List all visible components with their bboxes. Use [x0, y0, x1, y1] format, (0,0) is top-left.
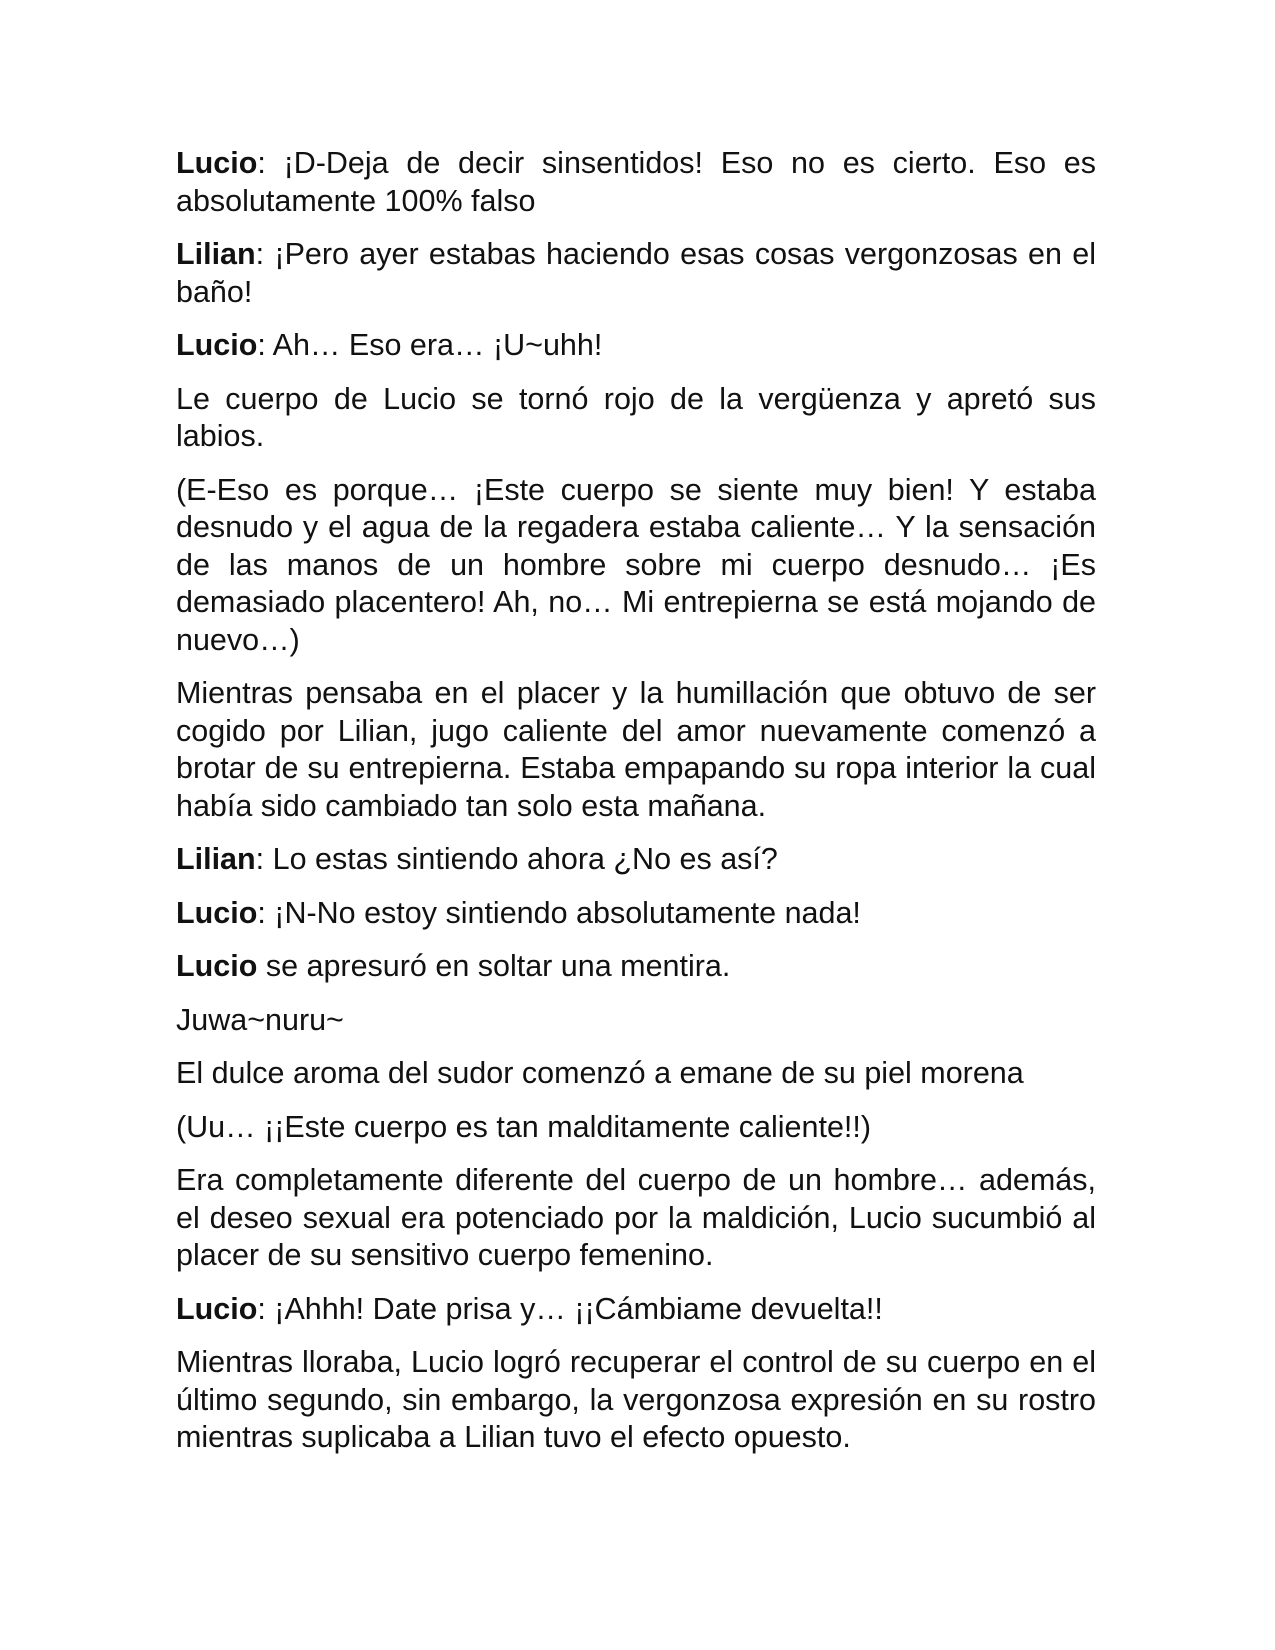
paragraph-text: Mientras lloraba, Lucio logró recuperar el control de su cuerpo en el último segundo, sin embargo, la vergonzosa expresión en su rostro mientras suplicaba a Lilian tuvo el efecto opuesto. — [176, 1345, 1096, 1454]
paragraph-10 — [176, 1002, 1096, 1040]
paragraph-text: (Uu… ¡¡Este cuerpo es tan malditamente caliente!!) — [176, 1109, 872, 1144]
paragraph-3 — [176, 327, 1096, 365]
speaker-name: Lilian — [176, 842, 256, 876]
document-page — [176, 145, 1096, 1473]
speaker-name: Lucio — [176, 949, 258, 983]
paragraph-8 — [176, 895, 1096, 933]
paragraph-5 — [176, 472, 1096, 660]
paragraph-text: : Ah… Eso era… ¡U~uhh! — [257, 328, 603, 362]
paragraph-2 — [176, 236, 1096, 311]
paragraph-4 — [176, 381, 1096, 456]
paragraph-11 — [176, 1055, 1096, 1093]
paragraph-text: Le cuerpo de Lucio se tornó rojo de la vergüenza y apretó sus labios. — [176, 381, 1096, 453]
paragraph-text: Era completamente diferente del cuerpo de un hombre… además, el deseo sexual era potenciado por la maldición, Lucio sucumbió al placer de su sensitivo cuerpo femenino. — [176, 1163, 1096, 1272]
paragraph-text: : ¡D-Deja de decir sinsentidos! Eso no es cierto. Eso es absolutamente 100% falso — [176, 146, 1096, 218]
paragraph-text: : ¡Ahhh! Date prisa y… ¡¡Cámbiame devuelta!! — [257, 1291, 883, 1326]
paragraph-15 — [176, 1344, 1096, 1457]
paragraph-7 — [176, 841, 1096, 879]
paragraph-text: : ¡N-No estoy sintiendo absolutamente nada! — [257, 895, 861, 930]
paragraph-text: El dulce aroma del sudor comenzó a emane de su piel morena — [176, 1056, 1024, 1090]
paragraph-text: Mientras pensaba en el placer y la humillación que obtuvo de ser cogido por Lilian, jugo caliente del amor nuevamente comenzó a brotar de su entrepierna. Estaba empapando su ropa interior la cual había sido cambiado tan solo esta mañana. — [176, 676, 1096, 823]
speaker-name: Lilian — [176, 237, 256, 271]
speaker-name: Lucio — [176, 328, 258, 362]
paragraph-1 — [176, 145, 1096, 220]
paragraph-text: Juwa~nuru~ — [176, 1002, 344, 1037]
paragraph-text: : Lo estas sintiendo ahora ¿No es así? — [255, 842, 778, 876]
speaker-name: Lucio — [176, 146, 258, 180]
paragraph-text: : ¡Pero ayer estabas haciendo esas cosas vergonzosas en el baño! — [176, 237, 1096, 309]
paragraph-text: se apresuró en soltar una mentira. — [257, 949, 731, 983]
speaker-name: Lucio — [176, 1291, 258, 1326]
paragraph-text: (E-Eso es porque… ¡Este cuerpo se siente muy bien! Y estaba desnudo y el agua de la regadera estaba caliente… Y la sensación de las manos de un hombre sobre mi cuerpo desnudo… ¡Es demasiado placentero! Ah, no… Mi entrepierna se está mojando de nuevo…) — [176, 472, 1096, 657]
paragraph-14 — [176, 1291, 1096, 1329]
paragraph-13 — [176, 1162, 1096, 1275]
paragraph-12 — [176, 1109, 1096, 1147]
paragraph-9 — [176, 948, 1096, 986]
paragraph-6 — [176, 675, 1096, 825]
speaker-name: Lucio — [176, 895, 258, 930]
